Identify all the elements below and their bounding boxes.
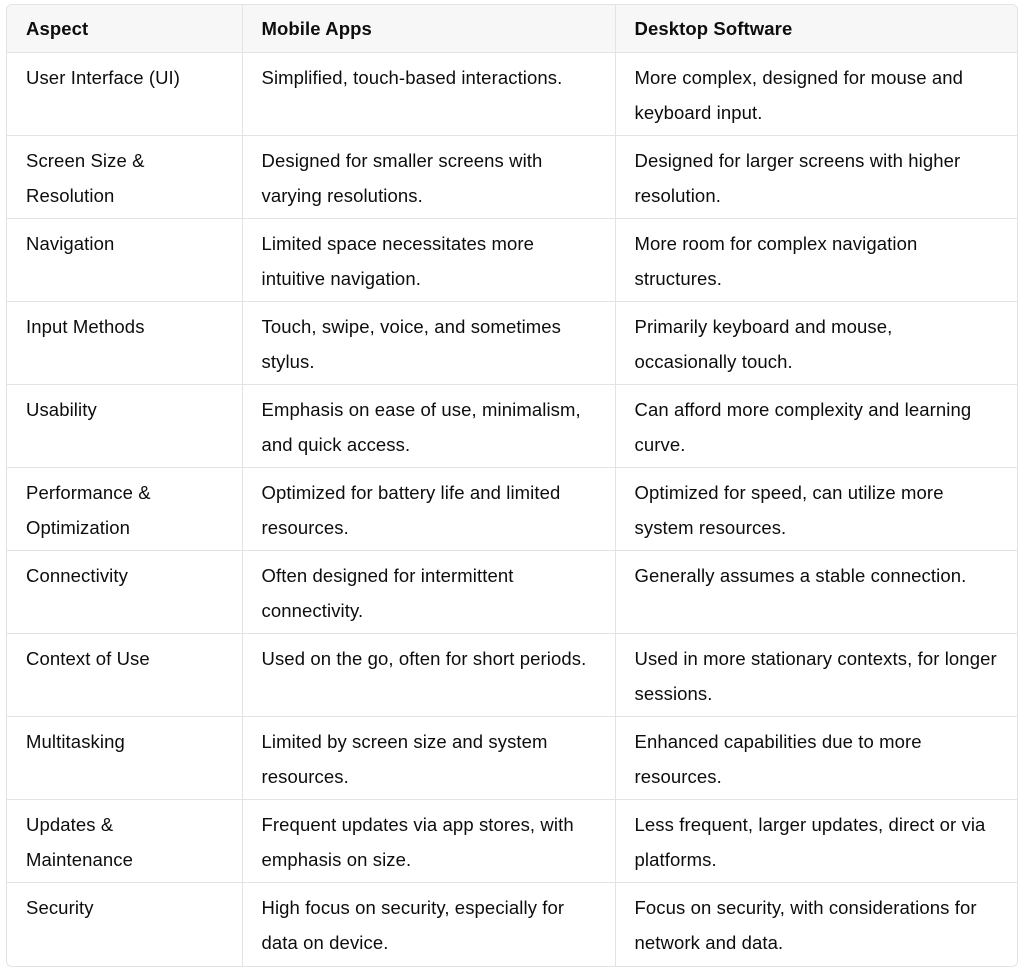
cell-aspect: Security xyxy=(7,883,242,966)
cell-desktop: Enhanced capabilities due to more resources. xyxy=(615,717,1017,800)
table-row xyxy=(7,468,1017,551)
cell-mobile: Simplified, touch-based interactions. xyxy=(242,53,615,136)
cell-mobile: Emphasis on ease of use, minimalism, and quick access. xyxy=(242,385,615,468)
cell-mobile: Limited space necessitates more intuitive navigation. xyxy=(242,219,615,302)
header-row xyxy=(7,5,1017,53)
cell-aspect: Updates & Maintenance xyxy=(7,800,242,883)
header-desktop-software: Desktop Software xyxy=(615,5,1017,53)
cell-aspect: Navigation xyxy=(7,219,242,302)
cell-mobile: Frequent updates via app stores, with emphasis on size. xyxy=(242,800,615,883)
table-row xyxy=(7,634,1017,717)
cell-desktop: Can afford more complexity and learning curve. xyxy=(615,385,1017,468)
cell-mobile: Designed for smaller screens with varying resolutions. xyxy=(242,136,615,219)
cell-mobile: Touch, swipe, voice, and sometimes stylus. xyxy=(242,302,615,385)
header-mobile-apps: Mobile Apps xyxy=(242,5,615,53)
cell-aspect: Performance & Optimization xyxy=(7,468,242,551)
cell-mobile: Limited by screen size and system resources. xyxy=(242,717,615,800)
cell-desktop: Optimized for speed, can utilize more system resources. xyxy=(615,468,1017,551)
table-row xyxy=(7,385,1017,468)
cell-desktop: Focus on security, with considerations for network and data. xyxy=(634,897,977,954)
cell-aspect: Usability xyxy=(7,385,242,468)
cell-desktop: More complex, designed for mouse and keyboard input. xyxy=(615,53,1017,136)
cell-mobile: High focus on security, especially for data on device. xyxy=(242,883,615,966)
cell-aspect: User Interface (UI) xyxy=(7,53,242,136)
cell-mobile: Used on the go, often for short periods. xyxy=(242,634,615,717)
cell-aspect: Context of Use xyxy=(7,634,242,717)
cell-aspect: Screen Size & Resolution xyxy=(7,136,242,219)
table-body xyxy=(7,53,1017,967)
comparison-table xyxy=(7,5,1017,966)
cell-desktop: Designed for larger screens with higher resolution. xyxy=(615,136,1017,219)
table-row xyxy=(7,219,1017,302)
header-aspect: Aspect xyxy=(7,5,242,53)
cell-desktop: Generally assumes a stable connection. xyxy=(615,551,1017,634)
table-row xyxy=(7,302,1017,385)
table-row xyxy=(7,883,1017,966)
cell-desktop: Less frequent, larger updates, direct or via platforms. xyxy=(615,800,1017,883)
table-header xyxy=(7,5,1017,53)
comparison-table-container xyxy=(6,4,1018,967)
cell-mobile: Often designed for intermittent connectivity. xyxy=(242,551,615,634)
cell-desktop: Used in more stationary contexts, for longer sessions. xyxy=(615,634,1017,717)
cell-aspect: Connectivity xyxy=(7,551,242,634)
cell-aspect: Multitasking xyxy=(7,717,242,800)
table-row xyxy=(7,53,1017,136)
table-row xyxy=(7,136,1017,219)
cell-desktop: More room for complex navigation structures. xyxy=(615,219,1017,302)
cell-aspect: Input Methods xyxy=(7,302,242,385)
cell-desktop: Primarily keyboard and mouse, occasionally touch. xyxy=(615,302,1017,385)
table-row xyxy=(7,717,1017,800)
table-row xyxy=(7,800,1017,883)
cell-mobile: Optimized for battery life and limited resources. xyxy=(242,468,615,551)
table-row xyxy=(7,551,1017,634)
